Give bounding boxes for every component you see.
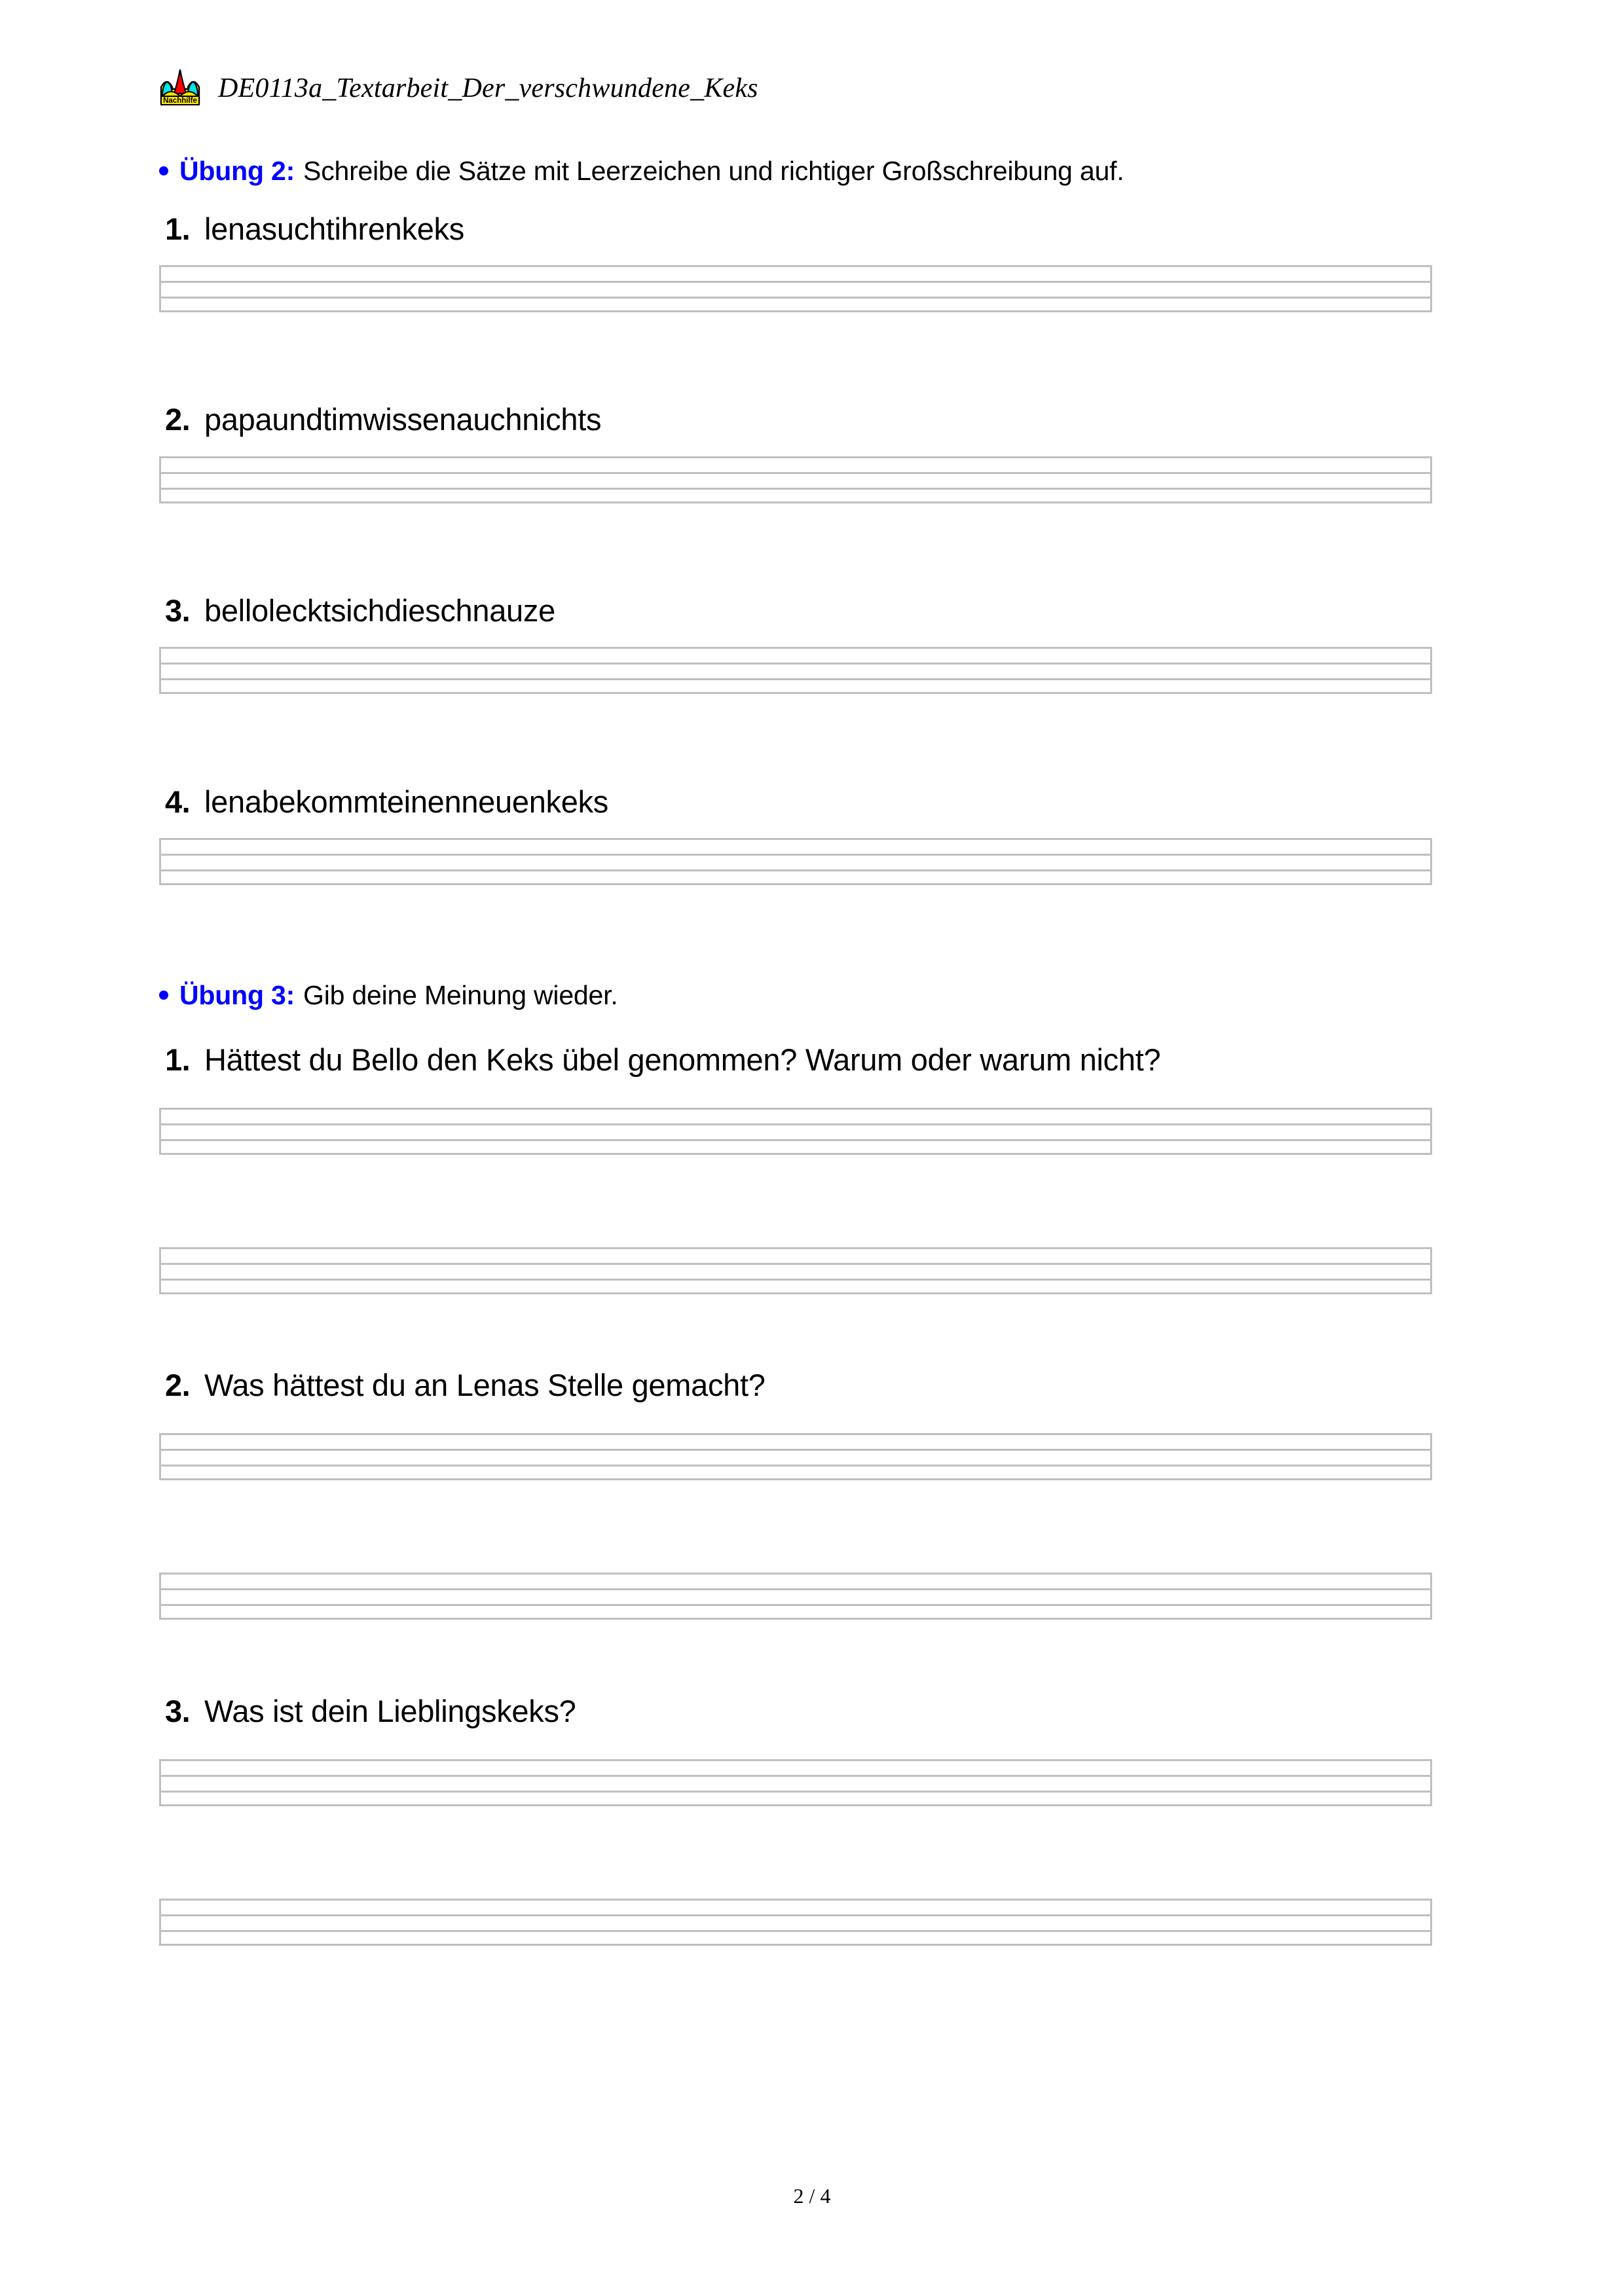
answer-lines-ubung2-4[interactable] (159, 838, 1432, 885)
question-text: lenabekommteinenneuenkeks (204, 784, 608, 819)
writing-line[interactable] (159, 1433, 1432, 1449)
answer-lines-ubung3-3a[interactable] (159, 1759, 1432, 1806)
question-number: 2. (165, 1368, 191, 1402)
writing-line[interactable] (159, 1588, 1432, 1604)
answer-lines-ubung3-2a[interactable] (159, 1433, 1432, 1480)
question-number: 3. (165, 1694, 191, 1728)
question-ubung2-2 (165, 401, 601, 437)
writing-line[interactable] (159, 1123, 1432, 1139)
exercise-instruction: Schreibe die Sätze mit Leerzeichen und richtiger Großschreibung auf. (303, 156, 1124, 186)
bullet-icon (159, 166, 168, 175)
page-number: 2 / 4 (793, 2184, 831, 2208)
writing-line[interactable] (159, 838, 1432, 854)
writing-line[interactable] (159, 1759, 1432, 1775)
writing-line[interactable] (159, 456, 1432, 472)
question-number: 1. (165, 211, 191, 246)
logo-label: Nachhilfe (163, 97, 197, 105)
answer-lines-ubung3-1b[interactable] (159, 1247, 1432, 1294)
exercise-heading-ubung-2 (159, 156, 1124, 187)
answer-lines-ubung3-2b[interactable] (159, 1573, 1432, 1620)
writing-line[interactable] (159, 1930, 1432, 1946)
writing-line[interactable] (159, 1573, 1432, 1588)
question-text: papaundtimwissenauchnichts (204, 402, 602, 437)
writing-line[interactable] (159, 472, 1432, 488)
writing-line[interactable] (159, 1108, 1432, 1123)
document-header (159, 67, 758, 109)
writing-line[interactable] (159, 1263, 1432, 1279)
writing-line[interactable] (159, 1449, 1432, 1465)
writing-line[interactable] (159, 1899, 1432, 1914)
question-text: bellolecktsichdieschnauze (204, 593, 555, 628)
writing-line[interactable] (159, 1247, 1432, 1263)
writing-line[interactable] (159, 678, 1432, 694)
writing-line[interactable] (159, 1465, 1432, 1480)
writing-line[interactable] (159, 265, 1432, 281)
answer-lines-ubung2-1[interactable] (159, 265, 1432, 312)
answer-lines-ubung2-2[interactable] (159, 456, 1432, 503)
exercise-heading-ubung-3 (159, 980, 618, 1011)
writing-line[interactable] (159, 297, 1432, 312)
writing-line[interactable] (159, 854, 1432, 869)
writing-line[interactable] (159, 1791, 1432, 1806)
question-number: 4. (165, 784, 191, 819)
writing-line[interactable] (159, 1279, 1432, 1294)
writing-line[interactable] (159, 281, 1432, 297)
question-text: Was hättest du an Lenas Stelle gemacht? (204, 1368, 766, 1402)
writing-line[interactable] (159, 1604, 1432, 1620)
question-ubung3-1 (165, 1042, 1160, 1078)
writing-line[interactable] (159, 1914, 1432, 1930)
writing-line[interactable] (159, 488, 1432, 503)
writing-line[interactable] (159, 647, 1432, 663)
answer-lines-ubung3-1a[interactable] (159, 1108, 1432, 1155)
question-text: lenasuchtihrenkeks (204, 211, 464, 246)
question-ubung2-3 (165, 592, 555, 629)
question-text: Was ist dein Lieblingskeks? (204, 1694, 576, 1728)
answer-lines-ubung2-3[interactable] (159, 647, 1432, 694)
question-ubung2-1 (165, 211, 464, 247)
question-number: 2. (165, 402, 191, 437)
writing-line[interactable] (159, 1775, 1432, 1791)
document-title: DE0113a_Textarbeit_Der_verschwundene_Keks (218, 73, 758, 103)
exercise-instruction: Gib deine Meinung wieder. (303, 980, 618, 1010)
question-number: 1. (165, 1042, 191, 1077)
question-ubung2-4 (165, 784, 608, 820)
question-number: 3. (165, 593, 191, 628)
bullet-icon (159, 991, 168, 1000)
question-ubung3-2 (165, 1367, 766, 1403)
writing-line[interactable] (159, 663, 1432, 678)
writing-line[interactable] (159, 1139, 1432, 1155)
answer-lines-ubung3-3b[interactable] (159, 1899, 1432, 1946)
question-ubung3-3 (165, 1693, 576, 1729)
exercise-label: Übung 3: (179, 980, 295, 1010)
question-text: Hättest du Bello den Keks übel genommen? Warum oder warum nicht? (204, 1042, 1161, 1077)
nachhilfe-logo-icon (159, 67, 201, 109)
exercise-label: Übung 2: (179, 156, 295, 186)
writing-line[interactable] (159, 869, 1432, 885)
